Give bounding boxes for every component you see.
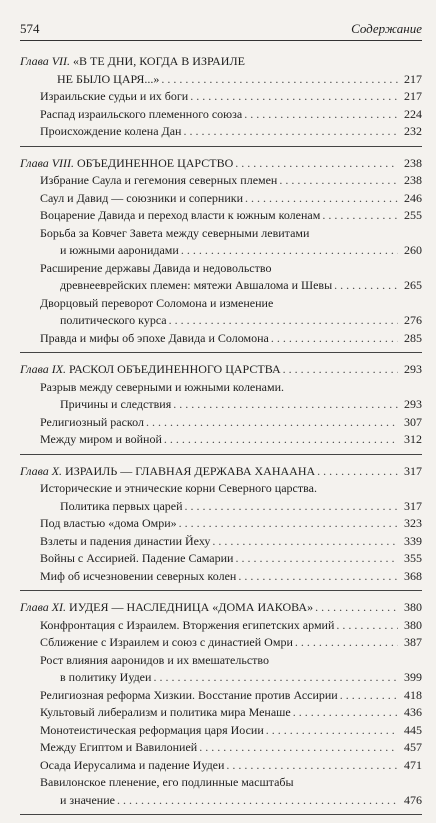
toc-line xyxy=(40,757,422,775)
toc-line xyxy=(40,704,422,722)
toc-entry[interactable] xyxy=(20,533,422,551)
toc-entry[interactable] xyxy=(20,515,422,533)
toc-entry[interactable] xyxy=(20,757,422,775)
toc-entry[interactable] xyxy=(20,172,422,190)
page-ref: 255 xyxy=(404,208,422,222)
page-ref: 238 xyxy=(404,155,422,170)
leader-dots xyxy=(235,550,398,568)
toc-line xyxy=(20,599,422,617)
chapter-section xyxy=(20,155,422,354)
toc-line-text: древнееврейских племен: мятежи Авшалома и Шевы xyxy=(60,278,333,292)
toc-line-text: Разрыв между северными и южными коленами. xyxy=(40,379,285,394)
toc-entry[interactable] xyxy=(20,225,422,260)
toc-line xyxy=(40,617,422,635)
toc-line xyxy=(40,190,422,208)
leader-dots xyxy=(146,414,398,432)
toc-entry[interactable] xyxy=(20,722,422,740)
toc-line-text: Под властью «дома Омри» xyxy=(40,516,177,530)
running-title: Содержание xyxy=(351,21,422,36)
toc-entry[interactable] xyxy=(20,379,422,414)
toc-line xyxy=(40,634,422,652)
page-ref: 317 xyxy=(404,498,422,513)
toc-line xyxy=(40,498,422,516)
page-ref: 368 xyxy=(404,568,422,583)
leader-dots xyxy=(183,123,398,141)
leader-dots xyxy=(181,242,398,260)
toc-line-text: Религиозный раскол xyxy=(40,414,144,429)
toc-line xyxy=(20,71,422,89)
toc-line-text: ОБЪЕДИНЕННОЕ ЦАРСТВО xyxy=(77,155,234,170)
chapter-title[interactable] xyxy=(20,361,422,379)
leader-dots xyxy=(179,515,398,533)
toc-line-text: ИУДЕЯ — НАСЛЕДНИЦА «ДОМА ИАКОВА» xyxy=(69,600,314,614)
toc-line-text: Войны с Ассирией. Падение Самарии xyxy=(40,551,234,565)
leader-dots xyxy=(315,599,398,617)
toc-line xyxy=(40,722,422,740)
toc-line-text: Конфронтация с Израилем. Вторжения египетских армий xyxy=(40,617,335,632)
page-ref: 399 xyxy=(404,670,422,684)
toc-line-text: Рост влияния aаронидов и их вмешательство xyxy=(40,652,269,667)
toc-line-text: Исторические и этнические корни Северного царства. xyxy=(40,481,317,495)
toc-line xyxy=(40,774,422,792)
chapter-label: Глава VIII. xyxy=(20,155,75,170)
page-ref: 307 xyxy=(404,414,422,429)
toc-line xyxy=(40,295,422,313)
toc-line-text: Израильские судьи и их боги xyxy=(40,89,189,103)
leader-dots xyxy=(161,71,398,89)
toc-line-text: Взлеты и падения династии Йеху xyxy=(40,533,211,548)
toc-line-text: Борьба за Ковчег Завета между северными левитами xyxy=(40,225,310,240)
toc-line xyxy=(40,330,422,348)
leader-dots xyxy=(212,533,398,551)
leader-dots xyxy=(317,463,398,481)
toc-line-text: Саул и Давид — союзники и соперники xyxy=(40,190,244,205)
leader-dots xyxy=(340,687,398,705)
page-ref: 457 xyxy=(404,740,422,754)
toc-line-text: РАСКОЛ ОБЪЕДИНЕННОГО ЦАРСТВА xyxy=(69,362,281,376)
toc-line xyxy=(40,123,422,141)
page-ref: 380 xyxy=(404,600,422,614)
toc-line xyxy=(20,361,422,379)
toc-line xyxy=(40,225,422,243)
toc-line-text: Политика первых царей xyxy=(60,498,183,513)
page-ref: 323 xyxy=(404,516,422,530)
chapter-section xyxy=(20,361,422,455)
chapter-label: Глава IX. xyxy=(20,362,67,376)
toc-line xyxy=(40,396,422,414)
page-ref: 217 xyxy=(404,71,422,86)
chapter-label: Глава XI. xyxy=(20,600,67,614)
toc-entry[interactable] xyxy=(20,260,422,295)
leader-dots xyxy=(336,617,398,635)
leader-dots xyxy=(334,277,398,295)
page-ref: 260 xyxy=(404,243,422,257)
chapter-title[interactable] xyxy=(20,53,422,88)
page-ref: 312 xyxy=(404,432,422,446)
toc-line-text: и значение xyxy=(60,792,115,807)
toc-line-text: Монотеистическая реформация царя Иосии xyxy=(40,722,264,737)
page-header xyxy=(20,18,422,41)
toc-line-text: НЕ БЫЛО ЦАРЯ...» xyxy=(57,71,160,86)
chapter-label: Глава VII. xyxy=(20,54,71,68)
toc-line-text: «В ТЕ ДНИ, КОГДА В ИЗРАИЛЕ xyxy=(73,54,245,68)
toc-line-text: Правда и мифы об эпохе Давида и Соломона xyxy=(40,330,269,345)
toc-line-text: Причины и следствия xyxy=(60,397,172,411)
leader-dots xyxy=(322,207,398,225)
toc-entry[interactable] xyxy=(20,704,422,722)
toc-line-text: Происхождение колена Дан xyxy=(40,124,182,138)
toc-line xyxy=(20,155,422,173)
toc-entry[interactable] xyxy=(20,550,422,568)
chapter-title[interactable] xyxy=(20,599,422,617)
leader-dots xyxy=(266,722,398,740)
page-ref: 387 xyxy=(404,635,422,649)
leader-dots xyxy=(169,312,398,330)
toc-line xyxy=(40,739,422,757)
page-ref: 293 xyxy=(404,362,422,376)
toc-entry[interactable] xyxy=(20,295,422,330)
chapter-label: Глава X. xyxy=(20,463,63,478)
leader-dots xyxy=(173,396,398,414)
toc-line xyxy=(40,792,422,810)
toc-line-text: и южными aаронидами xyxy=(60,243,179,257)
chapter-section xyxy=(20,463,422,592)
page-ref: 224 xyxy=(404,106,422,121)
chapter-title[interactable] xyxy=(20,463,422,481)
toc-line xyxy=(20,53,422,71)
chapter-section xyxy=(20,599,422,815)
leader-dots xyxy=(238,568,398,586)
toc-line xyxy=(40,414,422,432)
leader-dots xyxy=(190,88,398,106)
toc-line xyxy=(40,431,422,449)
toc-line xyxy=(40,277,422,295)
page-ref: 471 xyxy=(404,757,422,772)
toc-line xyxy=(40,480,422,498)
leader-dots xyxy=(185,498,398,516)
toc-line xyxy=(40,652,422,670)
leader-dots xyxy=(164,431,398,449)
toc-line-text: Сближение с Израилем и союз с династией Омри xyxy=(40,635,293,649)
page-ref: 355 xyxy=(404,551,422,565)
toc-entry[interactable] xyxy=(20,739,422,757)
toc-line-text: Расширение державы Давида и недовольство xyxy=(40,260,272,275)
toc-line xyxy=(40,533,422,551)
page-ref: 418 xyxy=(404,687,422,702)
toc-line xyxy=(40,172,422,190)
page-ref: 246 xyxy=(404,190,422,205)
toc-line xyxy=(40,242,422,260)
leader-dots xyxy=(245,190,398,208)
leader-dots xyxy=(279,172,398,190)
toc-line-text: Распад израильского племенного союза xyxy=(40,106,243,121)
page-ref: 445 xyxy=(404,722,422,737)
toc-entry[interactable] xyxy=(20,617,422,635)
page-ref: 232 xyxy=(404,124,422,138)
leader-dots xyxy=(226,757,398,775)
toc-line xyxy=(40,687,422,705)
toc-line xyxy=(40,515,422,533)
page-ref: 317 xyxy=(404,463,422,478)
toc-line-text: Избрание Саула и гегемония северных племен xyxy=(40,173,278,187)
toc-line-text: Воцарение Давида и переход власти к южным коленам xyxy=(40,208,321,222)
table-of-contents xyxy=(20,53,422,823)
toc-entry[interactable] xyxy=(20,207,422,225)
toc-line-text: Между Египтом и Вавилонией xyxy=(40,740,198,754)
toc-line xyxy=(40,312,422,330)
page-ref: 276 xyxy=(404,313,422,327)
toc-line-text: ИЗРАИЛЬ — ГЛАВНАЯ ДЕРЖАВА ХАНААНА xyxy=(65,463,316,478)
toc-line-text: Культовый либерализм и политика мира Менаше xyxy=(40,705,291,719)
toc-line-text: Вавилонское пленение, его подлинные масштабы xyxy=(40,775,294,789)
toc-line xyxy=(40,379,422,397)
toc-entry[interactable] xyxy=(20,106,422,124)
toc-line xyxy=(20,463,422,481)
leader-dots xyxy=(271,330,398,348)
toc-line xyxy=(40,106,422,124)
page-ref: 380 xyxy=(404,617,422,632)
toc-line-text: Дворцовый переворот Соломона и изменение xyxy=(40,295,274,310)
toc-line xyxy=(40,550,422,568)
leader-dots xyxy=(235,155,398,173)
toc-entry[interactable] xyxy=(20,431,422,449)
toc-line-text: Религиозная реформа Хизкии. Восстание против Ассирии xyxy=(40,687,338,702)
chapter-section xyxy=(20,53,422,147)
toc-entry[interactable] xyxy=(20,652,422,687)
page-number: 574 xyxy=(20,21,40,36)
toc-entry[interactable] xyxy=(20,568,422,586)
page-ref: 436 xyxy=(404,705,422,719)
toc-entry[interactable] xyxy=(20,330,422,348)
chapter-title[interactable] xyxy=(20,155,422,173)
toc-entry[interactable] xyxy=(20,414,422,432)
page-ref: 217 xyxy=(404,89,422,103)
toc-entry[interactable] xyxy=(20,190,422,208)
toc-entry[interactable] xyxy=(20,123,422,141)
toc-line-text: Осада Иерусалима и падение Иудеи xyxy=(40,757,225,772)
toc-line-text: политического курса xyxy=(60,313,167,327)
page-ref: 339 xyxy=(404,533,422,548)
leader-dots xyxy=(295,634,398,652)
toc-line-text: Миф об исчезновении северных колен xyxy=(40,568,237,583)
toc-entry[interactable] xyxy=(20,88,422,106)
toc-line xyxy=(40,207,422,225)
toc-line-text: Между миром и войной xyxy=(40,432,162,446)
leader-dots xyxy=(283,361,398,379)
toc-line xyxy=(40,669,422,687)
page-ref: 285 xyxy=(404,330,422,345)
toc-line xyxy=(40,568,422,586)
leader-dots xyxy=(153,669,398,687)
toc-line-text: в политику Иудеи xyxy=(60,670,152,684)
toc-line xyxy=(40,260,422,278)
leader-dots xyxy=(199,739,398,757)
leader-dots xyxy=(244,106,398,124)
leader-dots xyxy=(117,792,398,810)
page-ref: 476 xyxy=(404,792,422,807)
page-ref: 265 xyxy=(404,278,422,292)
page-ref: 238 xyxy=(404,173,422,187)
toc-line xyxy=(40,88,422,106)
toc-entry[interactable] xyxy=(20,634,422,652)
page-ref: 293 xyxy=(404,397,422,411)
toc-entry[interactable] xyxy=(20,774,422,809)
toc-entry[interactable] xyxy=(20,480,422,515)
toc-entry[interactable] xyxy=(20,687,422,705)
leader-dots xyxy=(293,704,398,722)
